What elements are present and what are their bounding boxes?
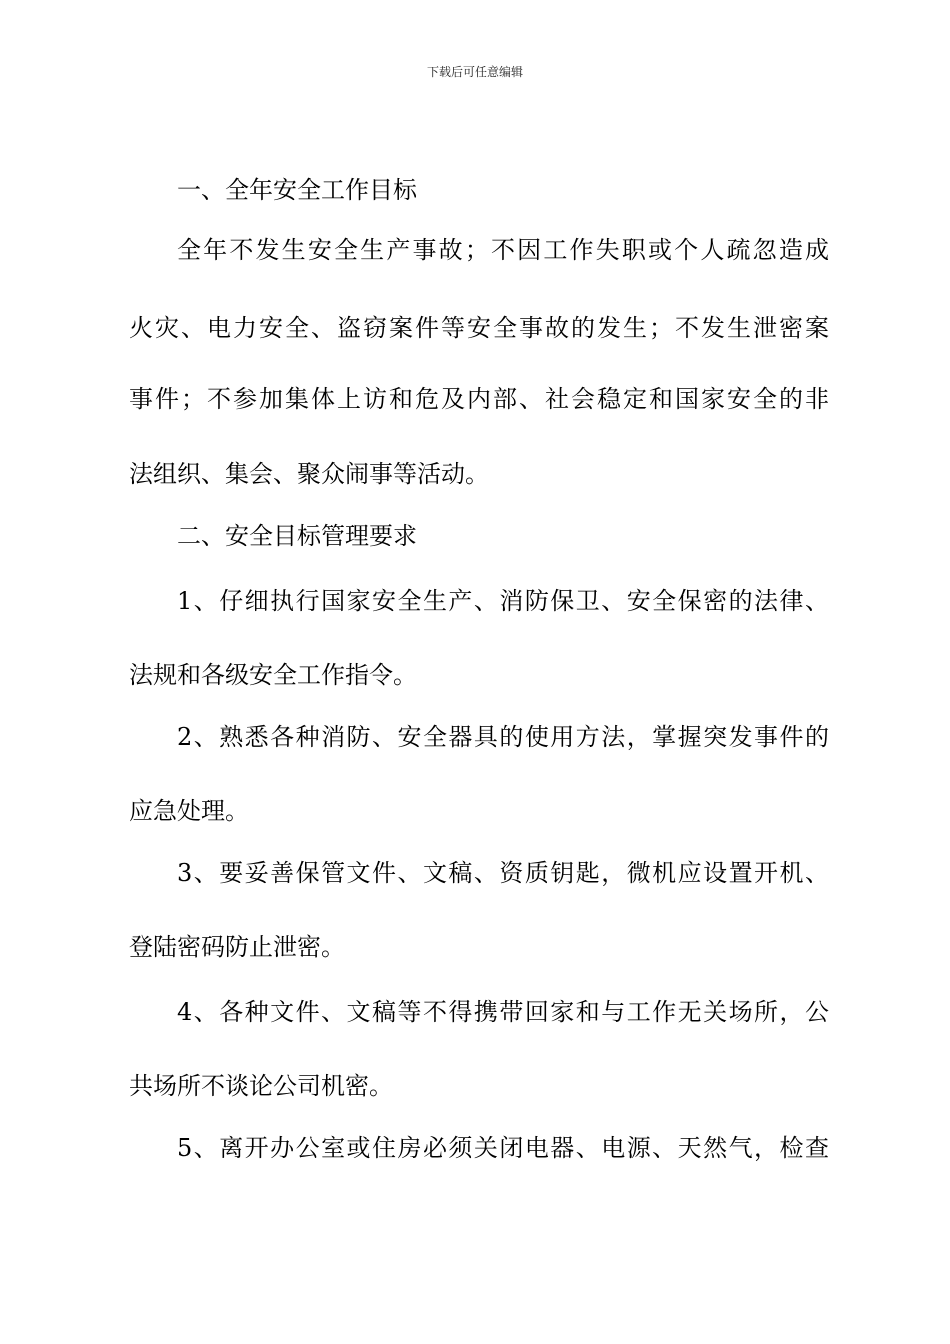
list-item-line: 1、仔细执行国家安全生产、消防保卫、安全保密的法律、: [177, 587, 829, 615]
section-heading-2: 二、安全目标管理要求: [177, 522, 417, 550]
paragraph-line: 全年不发生安全生产事故；不因工作失职或个人疏忽造成: [177, 236, 829, 264]
paragraph-line: 法组织、集会、聚众闹事等活动。: [129, 460, 489, 488]
list-item-line: 5、离开办公室或住房必须关闭电器、电源、天然气，检查: [177, 1134, 829, 1162]
list-item-line: 共场所不谈论公司机密。: [129, 1072, 393, 1100]
list-item-line: 应急处理。: [129, 797, 249, 825]
section-heading-1: 一、全年安全工作目标: [177, 176, 417, 204]
paragraph-line: 火灾、电力安全、盗窃案件等安全事故的发生；不发生泄密案: [129, 314, 829, 342]
list-item-line: 4、各种文件、文稿等不得携带回家和与工作无关场所，公: [177, 998, 829, 1026]
list-item-line: 登陆密码防止泄密。: [129, 933, 345, 961]
page-header-note: 下载后可任意编辑: [426, 65, 523, 79]
paragraph-line: 事件；不参加集体上访和危及内部、社会稳定和国家安全的非: [129, 385, 829, 413]
list-item-line: 法规和各级安全工作指令。: [129, 661, 417, 689]
list-item-line: 2、熟悉各种消防、安全器具的使用方法，掌握突发事件的: [177, 723, 829, 751]
list-item-line: 3、要妥善保管文件、文稿、资质钥匙，微机应设置开机、: [177, 859, 829, 887]
